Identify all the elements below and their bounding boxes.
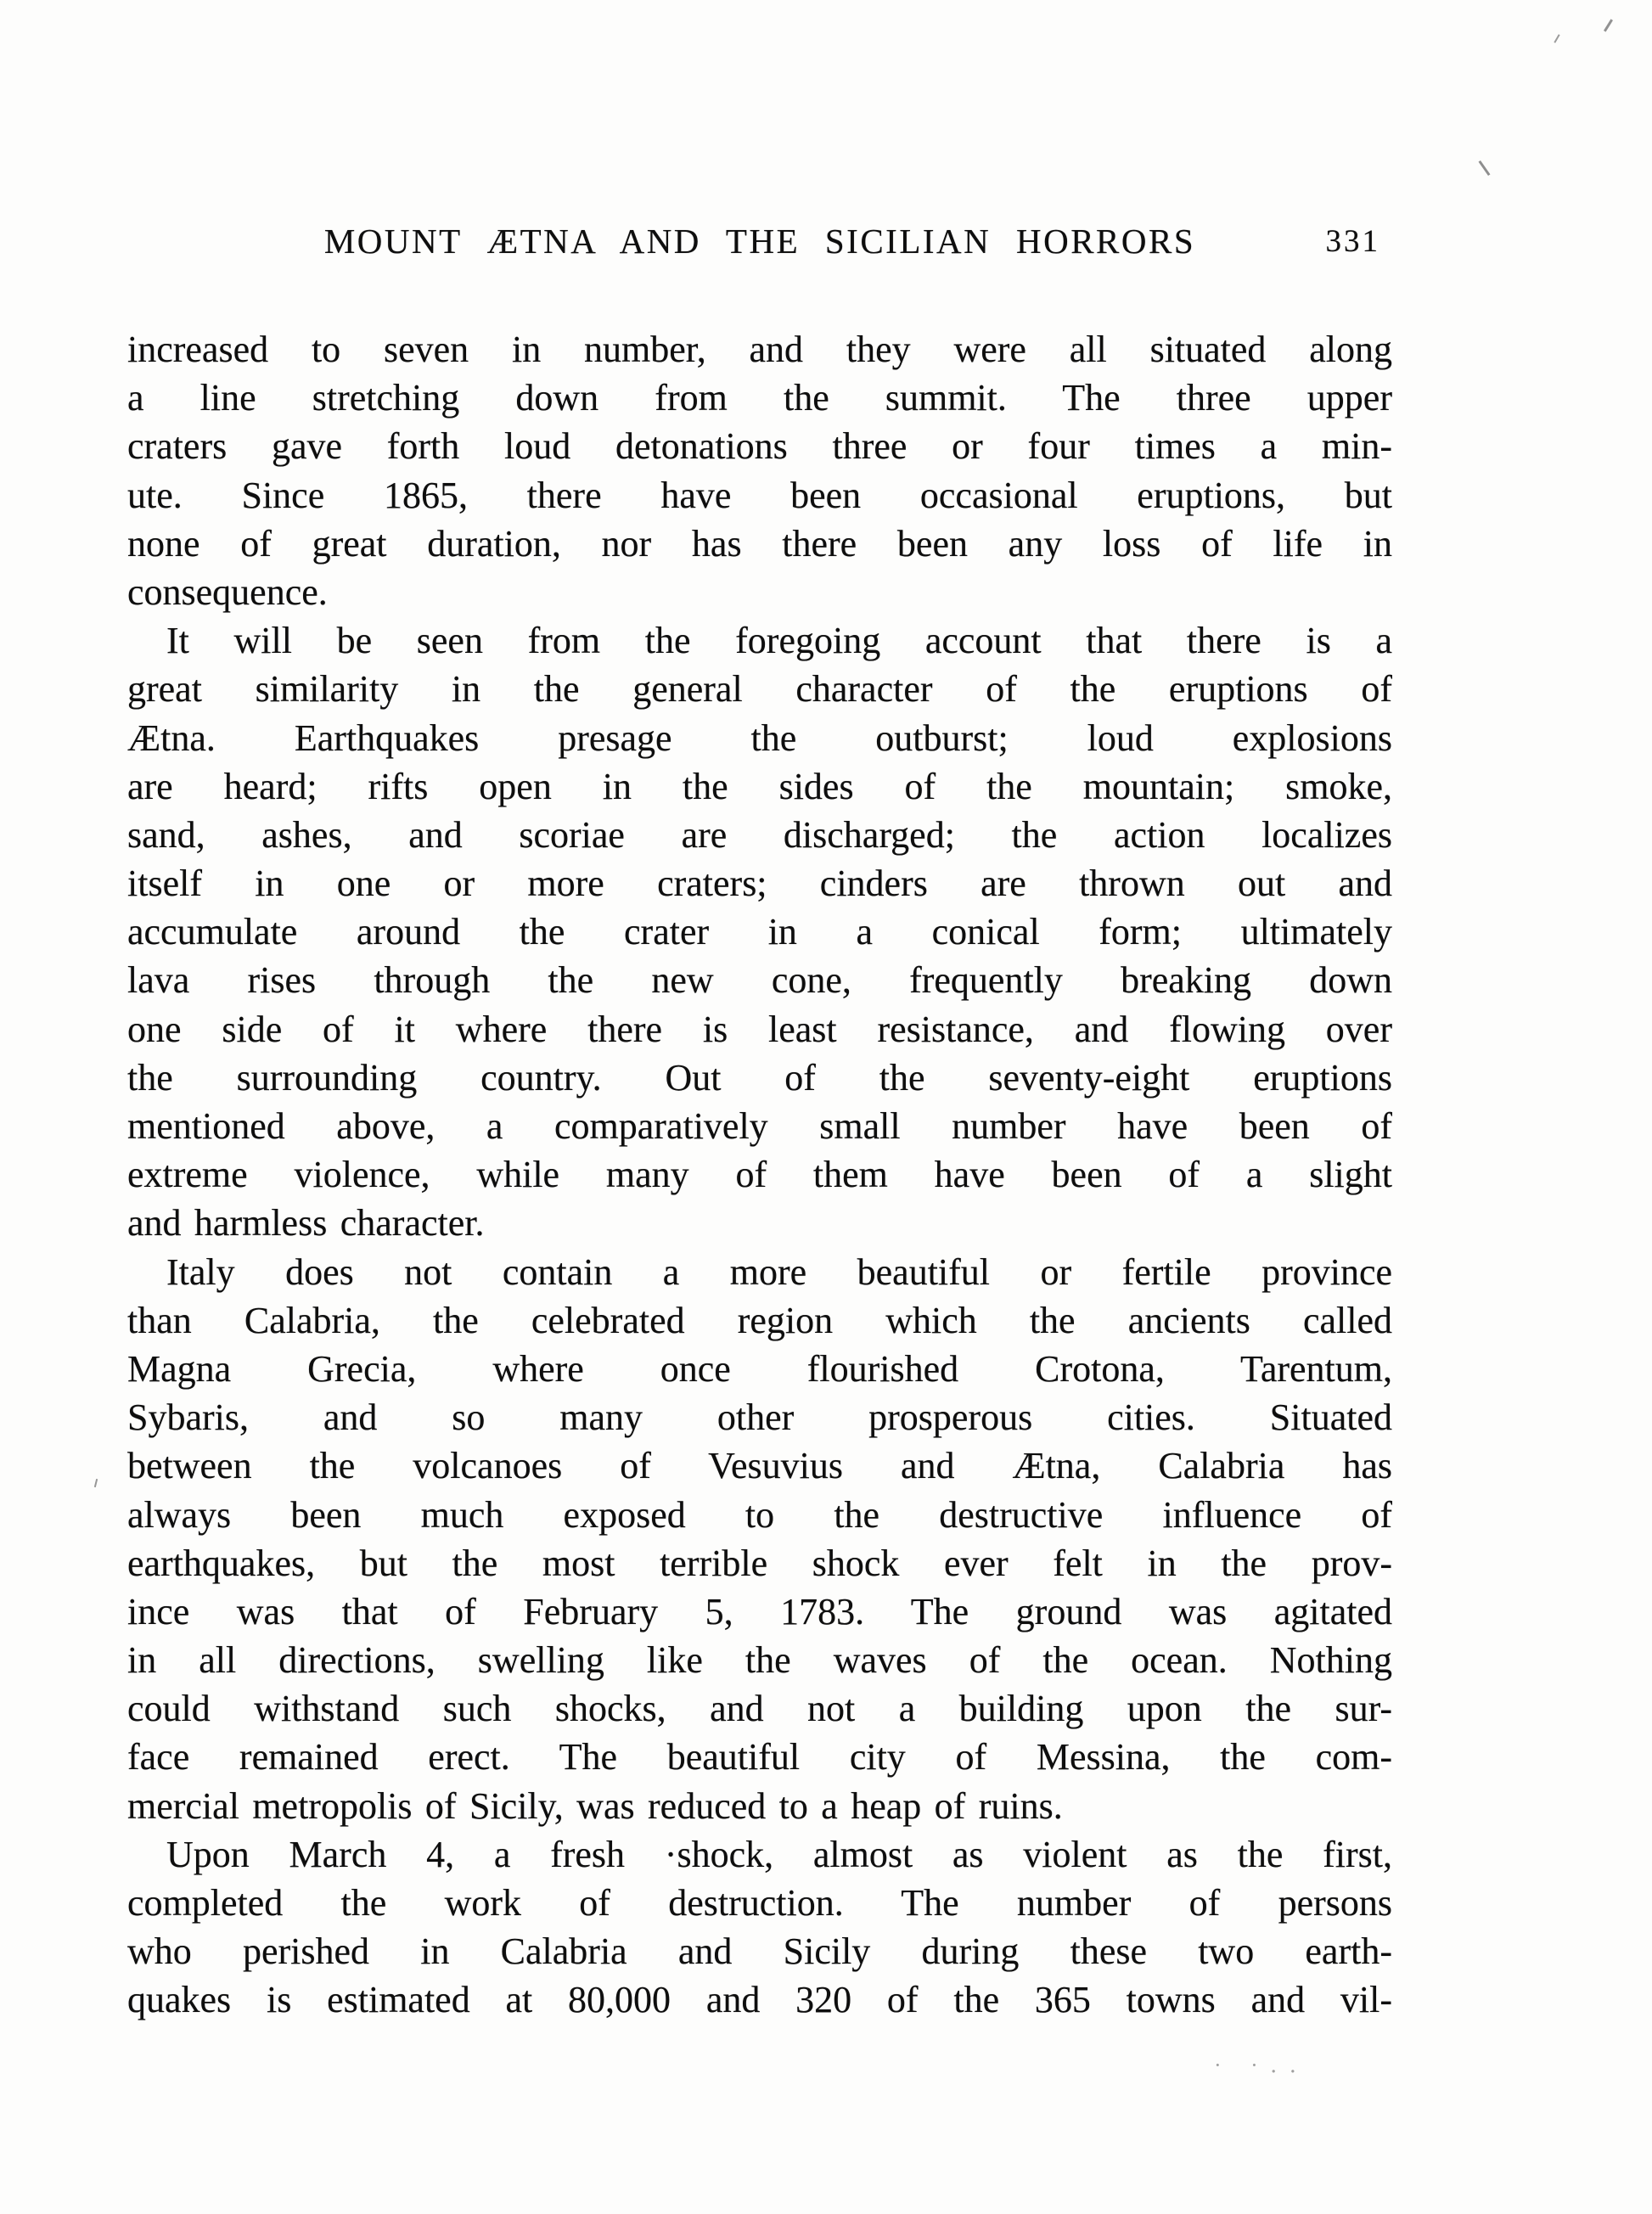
text-line: always been much exposed to the destructive influence of [127,1493,1392,1536]
scan-artifact [1554,34,1559,43]
text-line: mercial metropolis of Sicily, was reduced to a heap of ruins. [127,1784,1063,1827]
text-line: sand, ashes, and scoriae are discharged; the action localizes [127,813,1392,856]
text-line: accumulate around the crater in a conical form; ultimately [127,911,1392,953]
text-line: lava rises through the new cone, frequently breaking down [127,959,1392,1002]
text-line: It will be seen from the foregoing account that there is a [166,620,1392,662]
text-line: none of great duration, nor has there been any loss of life in [127,522,1392,565]
running-head [127,221,1392,268]
scan-artifact [1604,19,1613,31]
scan-artifact [94,1479,98,1487]
text-line: itself in one or more craters; cinders are thrown out and [127,863,1392,905]
text-line: are heard; rifts open in the sides of the mountain; smoke, [127,765,1392,807]
text-line: and harmless character. [127,1202,485,1245]
paragraph [127,1248,1392,1830]
text-line: ute. Since 1865, there have been occasional eruptions, but [127,474,1392,516]
text-line: Ætna. Earthquakes presage the outburst; loud explosions [127,716,1392,759]
text-line: between the volcanoes of Vesuvius and Ætna, Calabria has [127,1445,1392,1487]
text-line: ince was that of February 5, 1783. The ground was agitated [127,1590,1392,1632]
chapter-running-title: MOUNT ÆTNA AND THE SICILIAN HORRORS [323,222,1196,261]
page-number: 331 [1325,224,1380,259]
body-text [127,325,1392,2025]
text-line: extreme violence, while many of them have been of a slight [127,1154,1392,1196]
text-line: great similarity in the general character of the eruptions of [127,668,1392,711]
text-line: the surrounding country. Out of the seventy-eight eruptions [127,1056,1392,1099]
scan-artifact: · ·․․ [1214,2053,1309,2077]
text-line: completed the work of destruction. The number of persons [127,1882,1392,1924]
text-line: Upon March 4, a fresh ·shock, almost as violent as the first, [166,1833,1392,1875]
text-line: who perished in Calabria and Sicily during these two earth- [127,1930,1392,1973]
text-line: one side of it where there is least resistance, and flowing over [127,1008,1392,1050]
text-line: could withstand such shocks, and not a building upon the sur- [127,1688,1392,1730]
text-line: quakes is estimated at 80,000 and 320 of the 365 towns and vil- [127,1979,1392,2021]
text-line: mentioned above, a comparatively small number have been of [127,1105,1392,1147]
text-line: craters gave forth loud detonations three or four times a min- [127,425,1392,468]
text-line: than Calabria, the celebrated region which the ancients called [127,1299,1392,1341]
text-line: Italy does not contain a more beautiful or fertile province [166,1250,1392,1293]
text-line: a line stretching down from the summit. The three upper [127,377,1392,419]
text-line: increased to seven in number, and they were all situated along [127,329,1392,370]
scan-artifact [1479,160,1491,176]
text-line: Magna Grecia, where once flourished Crotona, Tarentum, [127,1347,1392,1390]
paragraph [127,325,1392,616]
text-line: consequence. [127,570,328,613]
paragraph [127,1830,1392,2025]
text-line: face remained erect. The beautiful city of Messina, the com- [127,1736,1392,1779]
text-line: earthquakes, but the most terrible shock ever felt in the prov- [127,1542,1392,1584]
paragraph [127,616,1392,1247]
text-line: in all directions, swelling like the waves of the ocean. Nothing [127,1639,1392,1682]
text-line: Sybaris, and so many other prosperous cities. Situated [127,1396,1392,1439]
